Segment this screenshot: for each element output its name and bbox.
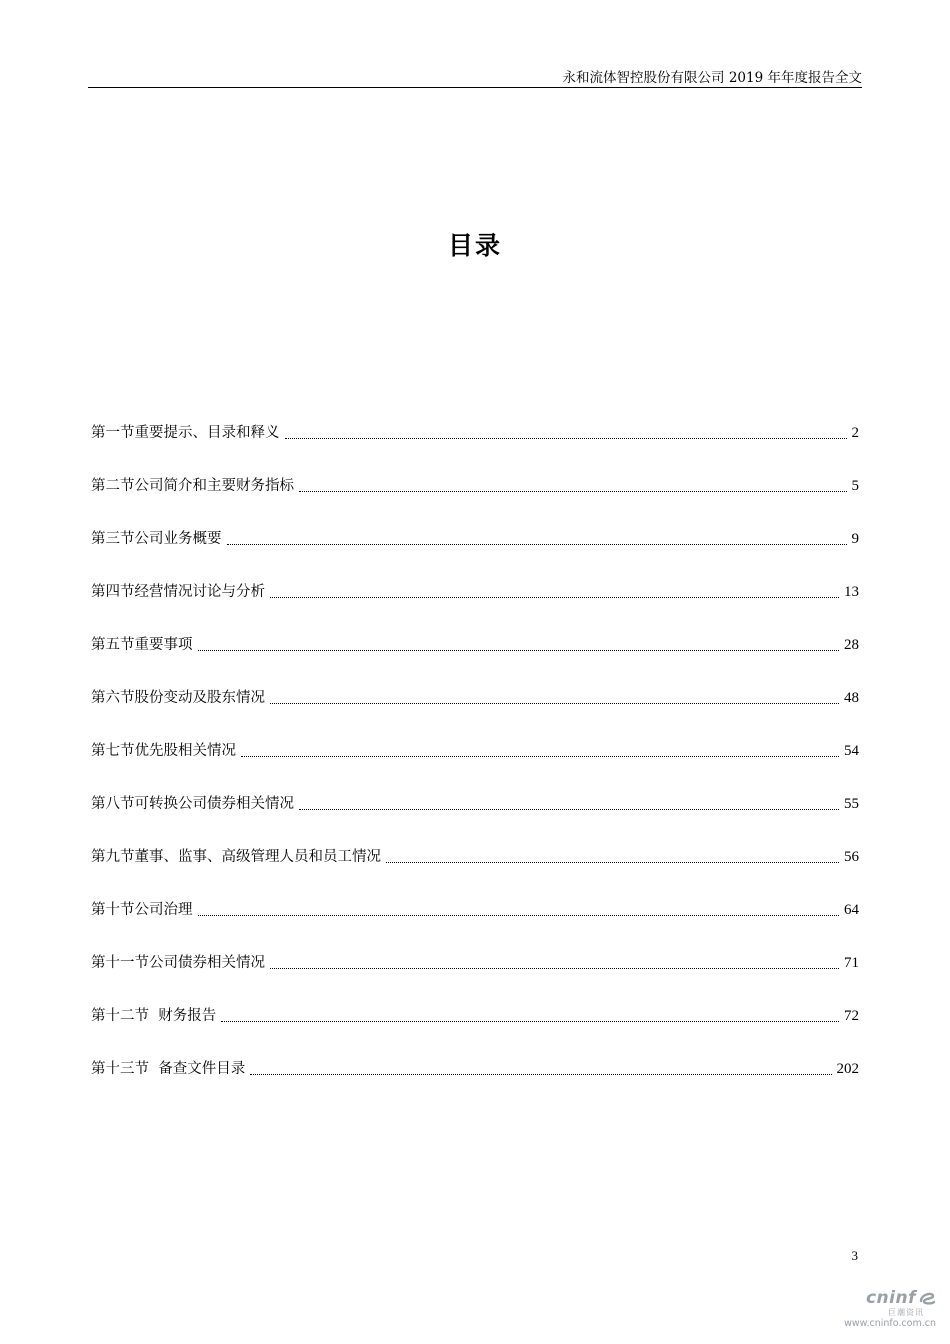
toc-list xyxy=(91,393,859,1082)
header-title: 永和流体智控股份有限公司 2019 年年度报告全文 xyxy=(562,70,862,86)
toc-dot-leader xyxy=(285,438,847,439)
toc-entry-11[interactable] xyxy=(91,923,859,976)
toc-entry-page: 72 xyxy=(844,1008,859,1024)
toc-dot-leader xyxy=(198,650,840,651)
watermark-sub-text: 巨潮资讯 xyxy=(888,1308,924,1317)
toc-entry-label: 第十三节 备查文件目录 xyxy=(91,1061,246,1077)
toc-title: 目录 xyxy=(447,231,502,260)
watermark-logo-text: cninf xyxy=(865,1288,916,1308)
toc-entry-page: 64 xyxy=(844,902,859,918)
toc-dot-leader xyxy=(227,544,847,545)
toc-entry-label: 第一节重要提示、目录和释义 xyxy=(91,425,280,441)
toc-entry-page: 54 xyxy=(844,743,859,759)
toc-entry-label: 第十节公司治理 xyxy=(91,902,193,918)
cninfo-swirl-icon xyxy=(918,1290,936,1306)
toc-entry-label: 第八节可转换公司债券相关情况 xyxy=(91,796,294,812)
header-rule xyxy=(88,87,862,88)
toc-entry-3[interactable] xyxy=(91,499,859,552)
toc-entry-7[interactable] xyxy=(91,711,859,764)
toc-entry-page: 71 xyxy=(844,955,859,971)
toc-dot-leader xyxy=(270,703,839,704)
toc-entry-page: 2 xyxy=(851,425,859,441)
toc-dot-leader xyxy=(241,756,839,757)
toc-entry-8[interactable] xyxy=(91,764,859,817)
toc-entry-label: 第六节股份变动及股东情况 xyxy=(91,690,265,706)
toc-entry-6[interactable] xyxy=(91,658,859,711)
toc-entry-13[interactable] xyxy=(91,1029,859,1082)
toc-entry-page: 28 xyxy=(844,637,859,653)
toc-dot-leader xyxy=(270,597,839,598)
toc-entry-page: 9 xyxy=(851,531,859,547)
toc-entry-2[interactable] xyxy=(91,446,859,499)
toc-entry-page: 13 xyxy=(844,584,859,600)
toc-entry-label: 第十二节 财务报告 xyxy=(91,1008,217,1024)
toc-entry-12[interactable] xyxy=(91,976,859,1029)
toc-dot-leader xyxy=(299,491,847,492)
toc-entry-5[interactable] xyxy=(91,605,859,658)
toc-dot-leader xyxy=(198,915,840,916)
toc-entry-label: 第十一节公司债券相关情况 xyxy=(91,955,265,971)
toc-entry-label: 第九节董事、监事、高级管理人员和员工情况 xyxy=(91,849,381,865)
toc-entry-1[interactable] xyxy=(91,393,859,446)
toc-entry-label: 第二节公司简介和主要财务指标 xyxy=(91,478,294,494)
toc-entry-10[interactable] xyxy=(91,870,859,923)
cninfo-watermark xyxy=(844,1284,938,1334)
toc-entry-page: 48 xyxy=(844,690,859,706)
toc-entry-9[interactable] xyxy=(91,817,859,870)
toc-dot-leader xyxy=(270,968,839,969)
watermark-url: www.cninfo.com.cn xyxy=(844,1318,936,1329)
toc-entry-page: 5 xyxy=(851,478,859,494)
toc-dot-leader xyxy=(386,862,839,863)
toc-dot-leader xyxy=(221,1021,839,1022)
toc-entry-page: 55 xyxy=(844,796,859,812)
toc-entry-label: 第四节经营情况讨论与分析 xyxy=(91,584,265,600)
toc-entry-page: 202 xyxy=(836,1061,859,1077)
page-number: 3 xyxy=(851,1248,858,1263)
toc-dot-leader xyxy=(299,809,839,810)
toc-entry-label: 第五节重要事项 xyxy=(91,637,193,653)
toc-entry-label: 第三节公司业务概要 xyxy=(91,531,222,547)
toc-dot-leader xyxy=(250,1074,831,1075)
toc-entry-4[interactable] xyxy=(91,552,859,605)
toc-entry-page: 56 xyxy=(844,849,859,865)
toc-entry-label: 第七节优先股相关情况 xyxy=(91,743,236,759)
